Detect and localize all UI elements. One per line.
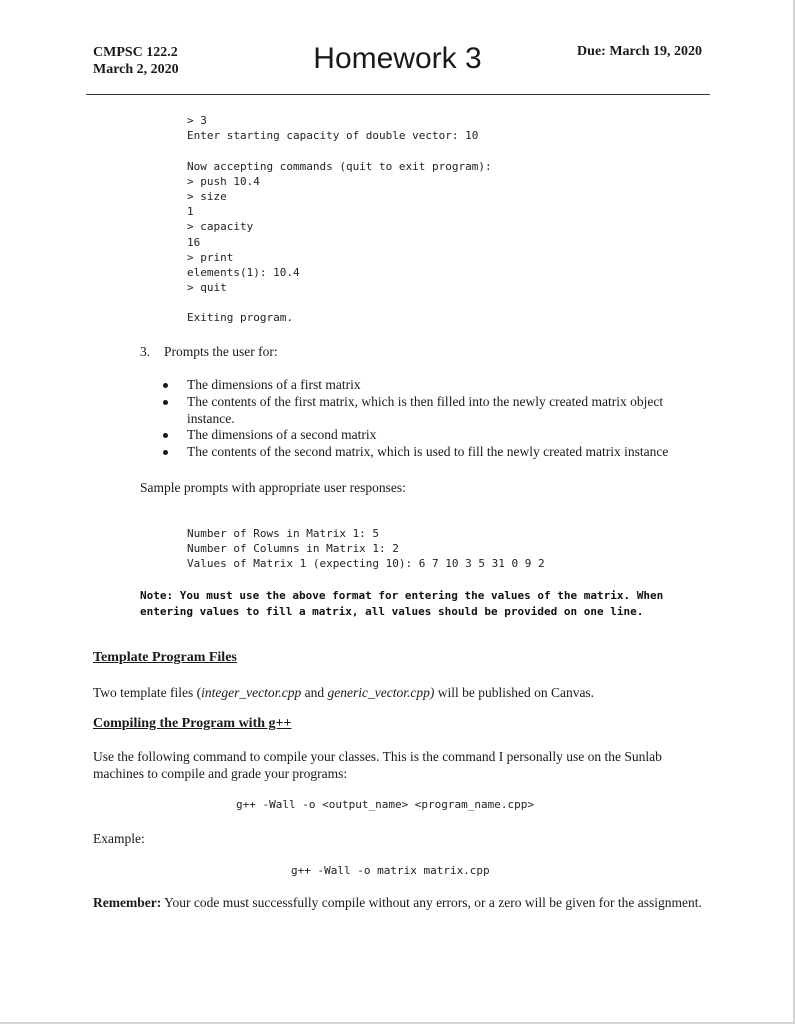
compile-command: g++ -Wall -o <output_name> <program_name.cpp>: [236, 798, 535, 811]
note-paragraph: [140, 588, 685, 620]
bullet-dot-icon: [163, 450, 168, 455]
remember-paragraph: [93, 894, 708, 911]
bullet-text: The dimensions of a second matrix: [187, 427, 377, 443]
bullet-text: The contents of the first matrix, which is then filled into the newly created matrix object instance.: [187, 393, 664, 426]
note-text: You must use the above format for entering the values of the matrix. When entering values to fill a matrix, all values should be provided on one line.: [140, 589, 664, 618]
example-label: Example:: [93, 831, 145, 846]
page-title: Homework 3: [313, 42, 482, 75]
text-segment: will be published on Canvas.: [434, 685, 595, 700]
example-command: g++ -Wall -o matrix matrix.cpp: [291, 864, 490, 877]
bullet-text: The contents of the second matrix, which is used to fill the newly created matrix instance: [187, 444, 669, 460]
file-name: integer_vector.cpp: [201, 685, 302, 700]
code-line: > 3: [187, 114, 207, 127]
bullet-item: [163, 394, 708, 428]
code-line: Now accepting commands (quit to exit program):: [187, 159, 492, 173]
bullet-dot-icon: [163, 383, 168, 388]
code-line: [187, 295, 492, 310]
header-date: March 2, 2020: [93, 62, 179, 77]
file-name: generic_vector.cpp): [327, 685, 435, 700]
template-files-heading: Template Program Files: [93, 650, 237, 665]
code-line: > print: [187, 250, 234, 264]
text-segment: Two template files (: [93, 685, 202, 700]
bullet-dot-icon: [163, 433, 168, 438]
code-line: Exiting program.: [187, 311, 293, 325]
header-divider: [86, 94, 710, 95]
compile-instructions: Use the following command to compile your classes. This is the command I personally use on the Sunlab machines to compile and grade your programs:: [93, 749, 662, 781]
code-line: elements(1): 10.4: [187, 265, 300, 279]
bullet-item: [163, 377, 708, 394]
text-segment: and: [301, 685, 328, 700]
bullet-text: The dimensions of a first matrix: [187, 377, 361, 392]
code-line: 16: [187, 235, 201, 249]
session-output-block: [187, 113, 492, 326]
sample-intro: Sample prompts with appropriate user responses:: [140, 480, 406, 495]
bullet-item: [163, 427, 708, 444]
code-line: Number of Columns in Matrix 1: 2: [187, 542, 399, 556]
code-line: Values of Matrix 1 (expecting 10): 6 7 10 3 5 31 0 9 2: [187, 557, 545, 571]
bullet-dot-icon: [163, 400, 168, 405]
code-line: > capacity: [187, 220, 254, 234]
bullet-list: [163, 377, 708, 461]
code-line: > quit: [187, 281, 227, 295]
code-line: > size: [187, 189, 227, 203]
list-number: 3.: [140, 344, 151, 359]
sample-prompts-block: [187, 526, 545, 572]
code-line: > push 10.4: [187, 174, 260, 188]
code-line: 1: [187, 205, 194, 219]
list-item-text: Prompts the user for:: [164, 344, 278, 359]
due-date: Due: March 19, 2020: [577, 44, 702, 59]
code-line: Enter starting capacity of double vector: 10: [187, 129, 479, 143]
note-label: Note:: [140, 589, 174, 602]
remember-text: Your code must successfully compile without any errors, or a zero will be given for the assignment.: [161, 895, 702, 910]
bullet-item: [163, 444, 708, 461]
compiling-heading: Compiling the Program with g++: [93, 716, 292, 731]
template-files-paragraph: [93, 684, 708, 701]
code-line: Number of Rows in Matrix 1: 5: [187, 527, 380, 540]
code-line: [187, 143, 492, 158]
list-item-3: [140, 343, 278, 360]
course-code: CMPSC 122.2: [93, 45, 178, 60]
remember-label: Remember:: [93, 895, 162, 910]
